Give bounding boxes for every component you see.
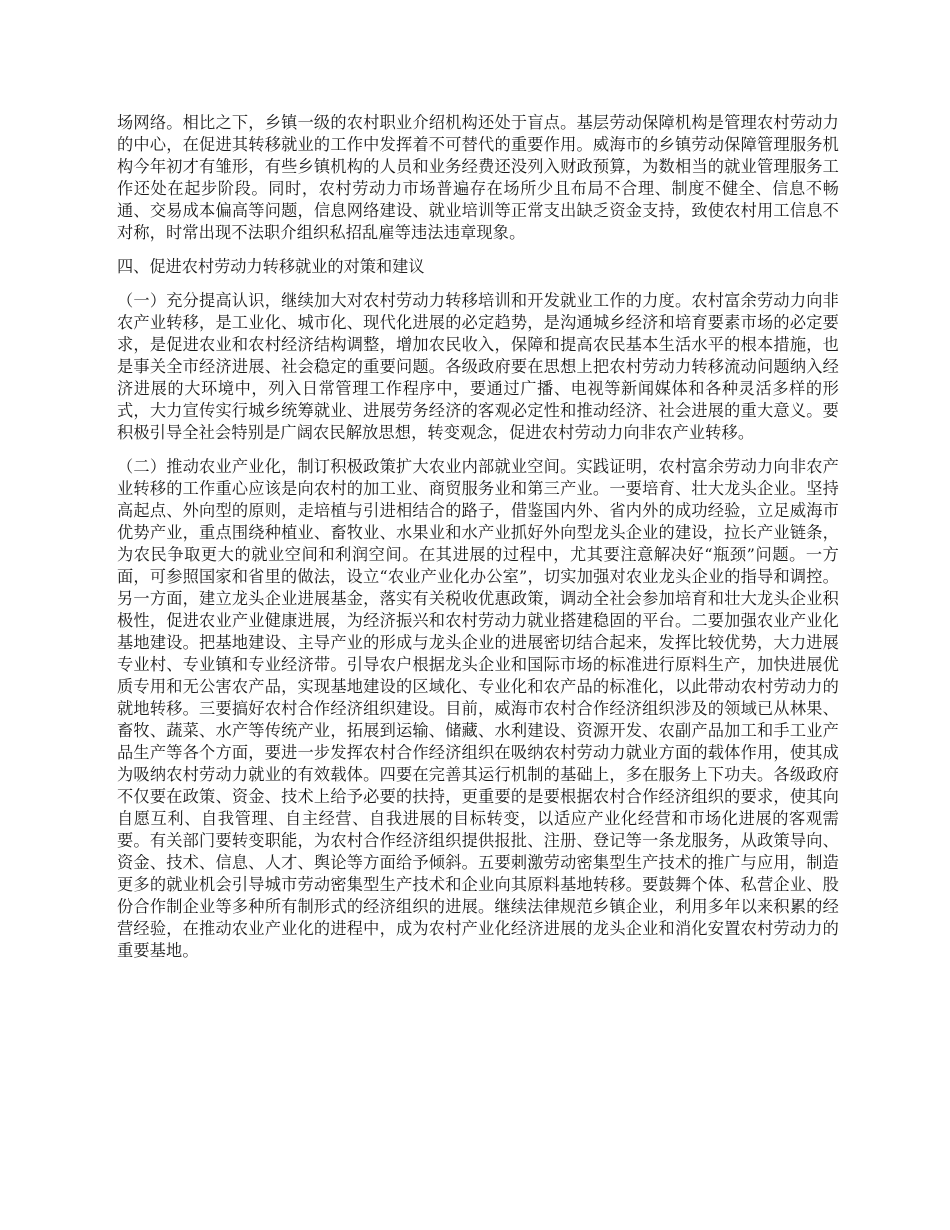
document-page bbox=[117, 112, 839, 974]
paragraph-raise-awareness: （一）充分提高认识，继续加大对农村劳动力转移培训和开发就业工作的力度。农村富余劳动力向非农产业转移，是工业化、城市化、现代化进展的必定趋势，是沟通城乡经济和培育要素市场的必定要求，是促进农业和农村经济结构调整，增加农民收入，保障和提高农民基本生活水平的根本措施，也是事关全市经济进展、社会稳定的重要问题。各级政府要在思想上把农村劳动力转移流动问题纳入经济进展的大环境中，列入日常管理工作程序中，要通过广播、电视等新闻媒体和各种灵活多样的形式，大力宣传实行城乡统筹就业、进展劳务经济的客观必定性和推动经济、社会进展的重大意义。要积极引导全社会特别是广阔农民解放思想，转变观念，促进农村劳动力向非农产业转移。 bbox=[117, 291, 839, 442]
paragraph-market-network: 场网络。相比之下，乡镇一级的农村职业介绍机构还处于盲点。基层劳动保障机构是管理农村劳动力的中心，在促进其转移就业的工作中发挥着不可替代的重要作用。威海市的乡镇劳动保障管理服务机构今年初才有雏形，有些乡镇机构的人员和业务经费还没列入财政预算，为数相当的就业管理服务工作还处在起步阶段。同时，农村劳动力市场普遍存在场所少且布局不合理、制度不健全、信息不畅通、交易成本偏高等问题，信息网络建设、就业培训等正常支出缺乏资金支持，致使农村用工信息不对称，时常出现不法职介组织私招乱雇等违法违章现象。 bbox=[117, 113, 839, 242]
section-heading-4: 四、促进农村劳动力转移就业的对策和建议 bbox=[117, 257, 425, 276]
paragraph-agricultural-industrialization: （二）推动农业产业化，制订积极政策扩大农业内部就业空间。实践证明，农村富余劳动力向非农产业转移的工作重心应该是向农村的加工业、商贸服务业和第三产业。一要培育、壮大龙头企业。坚持高起点、外向型的原则，走培植与引进相结合的路子，借鉴国内外、省内外的成功经验，立足威海市优势产业，重点围绕种植业、畜牧业、水果业和水产业抓好外向型龙头企业的建设，拉长产业链条，为农民争取更大的就业空间和利润空间。在其进展的过程中，尤其要注意解决好“瓶颈”问题。一方面，可参照国家和省里的做法，设立“农业产业化办公室”，切实加强对农业龙头企业的指导和调控。另一方面，建立龙头企业进展基金，落实有关税收优惠政策，调动全社会参加培育和壮大龙头企业积极性，促进农业产业健康进展，为经济振兴和农村劳动力就业搭建稳固的平台。二要加强农业产业化基地建设。把基地建设、主导产业的形成与龙头企业的进展密切结合起来，发挥比较优势，大力进展专业村、专业镇和专业经济带。引导农户根据龙头企业和国际市场的标准进行原料生产，加快进展优质专用和无公害农产品，实现基地建设的区域化、专业化和农产品的标准化，以此带动农村劳动力的就地转移。三要搞好农村合作经济组织建设。目前，威海市农村合作经济组织涉及的领域已从林果、畜牧、蔬菜、水产等传统产业，拓展到运输、储藏、水利建设、资源开发、农副产品加工和手工业产品生产等各个方面，要进一步发挥农村合作经济组织在吸纳农村劳动力就业方面的载体作用，使其成为吸纳农村劳动力就业的有效载体。四要在完善其运行机制的基础上，多在服务上下功夫。各级政府不仅要在政策、资金、技术上给予必要的扶持，更重要的是要根据农村合作经济组织的要求，使其向自愿互利、自我管理、自主经营、自我进展的目标转变，以适应产业化经营和市场化进展的客观需要。有关部门要转变职能，为农村合作经济组织提供报批、注册、登记等一条龙服务，从政策导向、资金、技术、信息、人才、舆论等方面给予倾斜。五要刺激劳动密集型生产技术的推广与应用，制造更多的就业机会引导城市劳动密集型生产技术和企业向其原料基地转移。要鼓舞个体、私营企业、股份合作制企业等多种所有制形式的经济组织的进展。继续法律规范乡镇企业，利用多年以来积累的经营经验，在推动农业产业化的进程中，成为农村产业化经济进展的龙头企业和消化安置农村劳动力的重要基地。 bbox=[117, 457, 839, 960]
